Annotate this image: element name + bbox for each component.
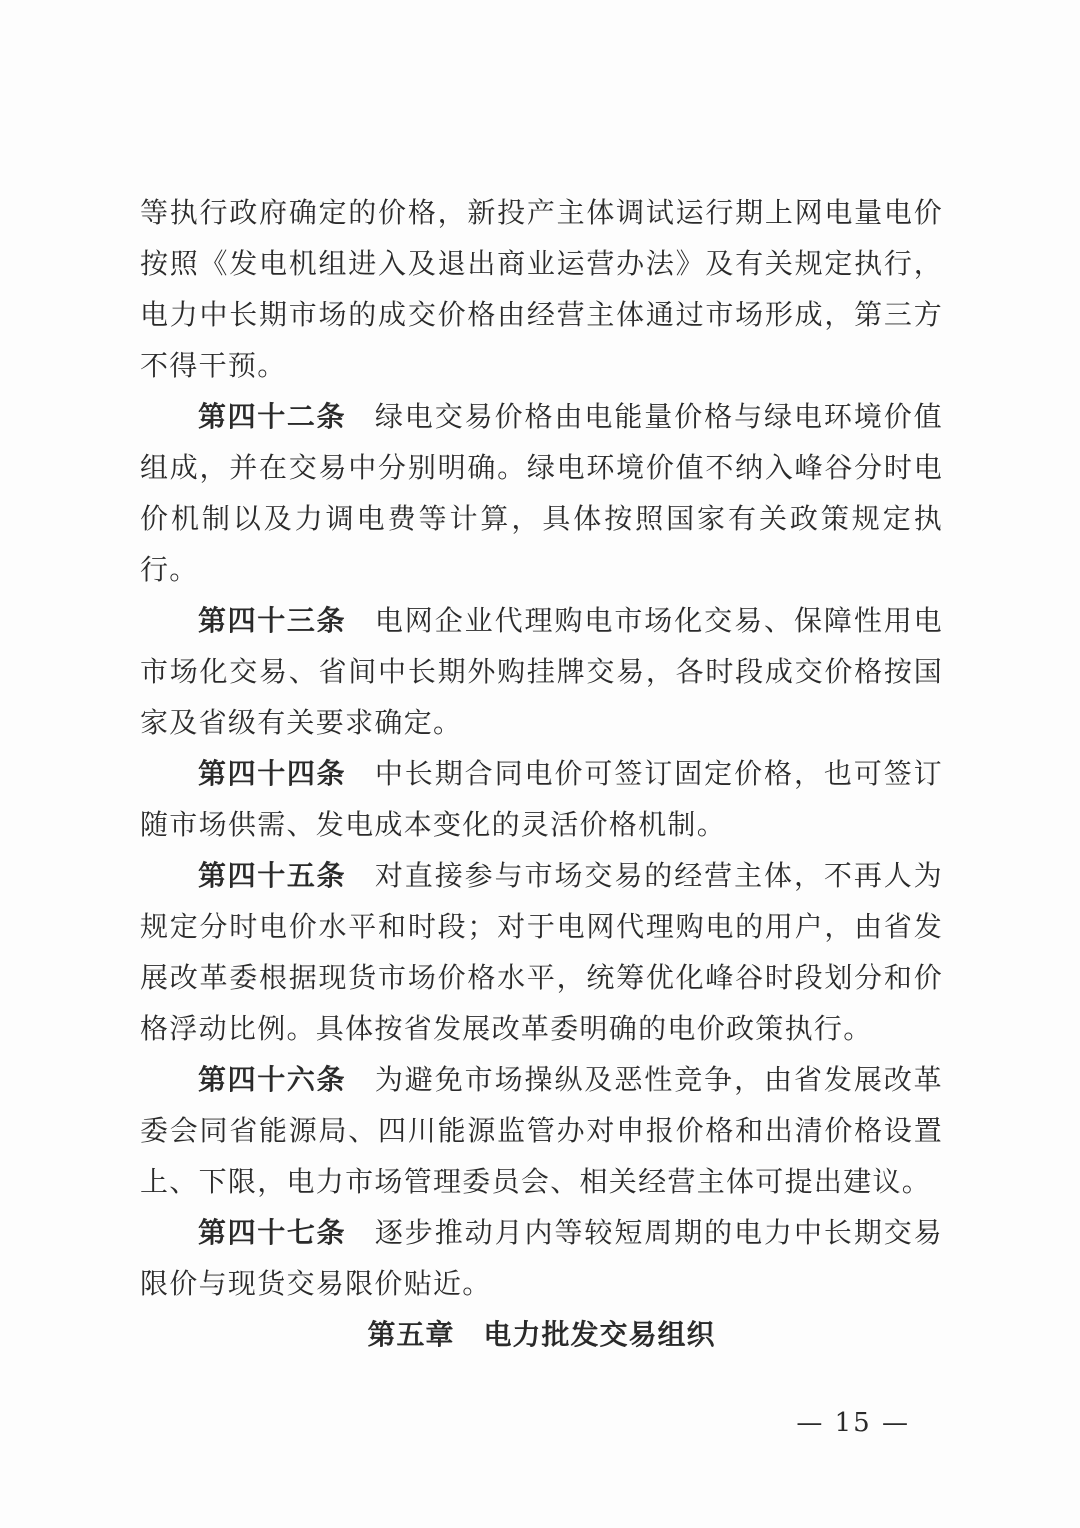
article-label: 第四十五条 (198, 859, 347, 892)
article-label: 第四十四条 (198, 757, 347, 790)
article-text: 电网企业代理购电市场化交易、保障性用电市场化交易、省间中长期外购挂牌交易，各时段成交价格按国家及省级有关要求确定。 (140, 604, 943, 739)
page-number: — 15 — (796, 1408, 910, 1438)
article-label: 第四十六条 (198, 1063, 347, 1096)
continuation-paragraph: 等执行政府确定的价格，新投产主体调试运行期上网电量电价按照《发电机组进入及退出商业运营办法》及有关规定执行，电力中长期市场的成交价格由经营主体通过市场形成，第三方不得干预。 (140, 196, 943, 382)
article-46 (140, 1054, 943, 1207)
article-42 (140, 391, 943, 595)
article-text: 逐步推动月内等较短周期的电力中长期交易限价与现货交易限价贴近。 (140, 1216, 943, 1300)
article-label: 第四十二条 (198, 400, 347, 433)
article-47 (140, 1207, 943, 1309)
document-body (140, 187, 943, 1360)
article-text: 对直接参与市场交易的经营主体，不再人为规定分时电价水平和时段；对于电网代理购电的用户，由省发展改革委根据现货市场价格水平，统筹优化峰谷时段划分和价格浮动比例。具体按省发展改革委明确的电价政策执行。 (140, 859, 943, 1045)
chapter-heading: 第五章 电力批发交易组织 (367, 1318, 716, 1351)
article-45 (140, 850, 943, 1054)
article-label: 第四十七条 (198, 1216, 347, 1249)
article-text: 中长期合同电价可签订固定价格，也可签订随市场供需、发电成本变化的灵活价格机制。 (140, 757, 943, 841)
article-44 (140, 748, 943, 850)
article-text: 绿电交易价格由电能量价格与绿电环境价值组成，并在交易中分别明确。绿电环境价值不纳入峰谷分时电价机制以及力调电费等计算，具体按照国家有关政策规定执行。 (140, 400, 943, 586)
article-43 (140, 595, 943, 748)
article-label: 第四十三条 (198, 604, 347, 637)
article-text: 为避免市场操纵及恶性竞争，由省发展改革委会同省能源局、四川能源监管办对申报价格和出清价格设置上、下限，电力市场管理委员会、相关经营主体可提出建议。 (140, 1063, 943, 1198)
